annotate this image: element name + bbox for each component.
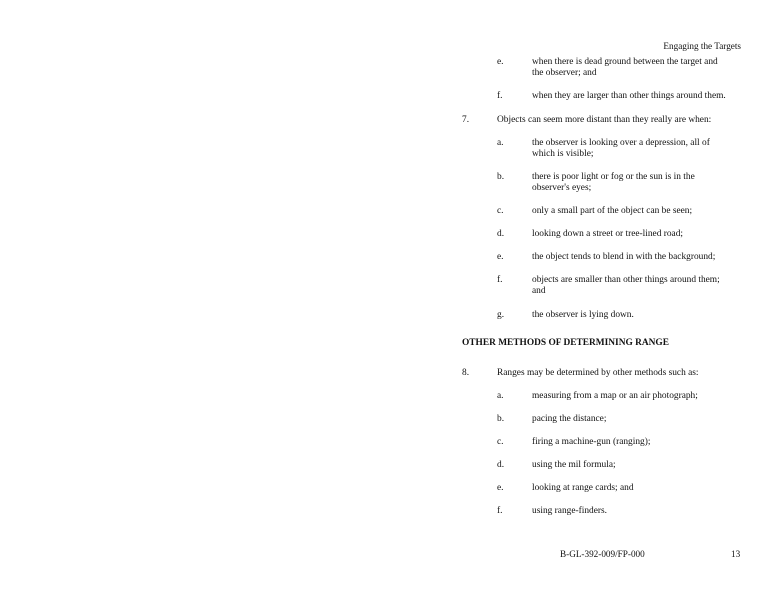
list-item-letter: f. bbox=[497, 506, 503, 516]
list-item-letter: f. bbox=[497, 275, 503, 285]
list-item-text: pacing the distance; bbox=[532, 414, 607, 424]
list-item-text: looking at range cards; and bbox=[532, 483, 634, 493]
list-item-letter: b. bbox=[497, 414, 505, 424]
list-item-letter: a. bbox=[497, 391, 504, 401]
list-item-text: when there is dead ground between the target and the observer; and bbox=[532, 57, 718, 79]
list-item-letter: c. bbox=[497, 437, 504, 447]
list-item-text: firing a machine-gun (ranging); bbox=[532, 437, 651, 447]
list-item-letter: e. bbox=[497, 483, 504, 493]
running-header: Engaging the Targets bbox=[663, 41, 741, 51]
list-item-letter: c. bbox=[497, 206, 504, 216]
paragraph-number: 8. bbox=[462, 368, 470, 378]
list-item-letter: f. bbox=[497, 91, 503, 101]
page-number: 13 bbox=[731, 549, 741, 559]
list-item-letter: d. bbox=[497, 460, 505, 470]
section-heading: OTHER METHODS OF DETERMINING RANGE bbox=[462, 338, 669, 348]
list-item-text: using the mil formula; bbox=[532, 460, 616, 470]
list-item-letter: e. bbox=[497, 252, 504, 262]
list-item-text: only a small part of the object can be seen; bbox=[532, 206, 693, 216]
paragraph-number: 7. bbox=[462, 115, 470, 125]
list-item-letter: g. bbox=[497, 310, 505, 320]
list-item-letter: d. bbox=[497, 229, 505, 239]
list-item-text: measuring from a map or an air photograph; bbox=[532, 391, 698, 401]
list-item-text: when they are larger than other things around them. bbox=[532, 91, 726, 101]
list-item-text: the observer is lying down. bbox=[532, 310, 634, 320]
paragraph-intro: Objects can seem more distant than they really are when: bbox=[497, 115, 712, 125]
list-item-text: there is poor light or fog or the sun is in the observer's eyes; bbox=[532, 172, 695, 194]
document-code: B-GL-392-009/FP-000 bbox=[560, 549, 645, 559]
list-item-text: using range-finders. bbox=[532, 506, 607, 516]
list-item-text: the observer is looking over a depression, all of which is visible; bbox=[532, 138, 710, 160]
paragraph-intro: Ranges may be determined by other methods such as: bbox=[497, 368, 699, 378]
list-item-letter: a. bbox=[497, 138, 504, 148]
list-item-letter: e. bbox=[497, 57, 504, 67]
list-item-text: looking down a street or tree-lined road; bbox=[532, 229, 683, 239]
list-item-text: the object tends to blend in with the background; bbox=[532, 252, 716, 262]
list-item-text: objects are smaller than other things around them; and bbox=[532, 275, 720, 297]
list-item-letter: b. bbox=[497, 172, 505, 182]
